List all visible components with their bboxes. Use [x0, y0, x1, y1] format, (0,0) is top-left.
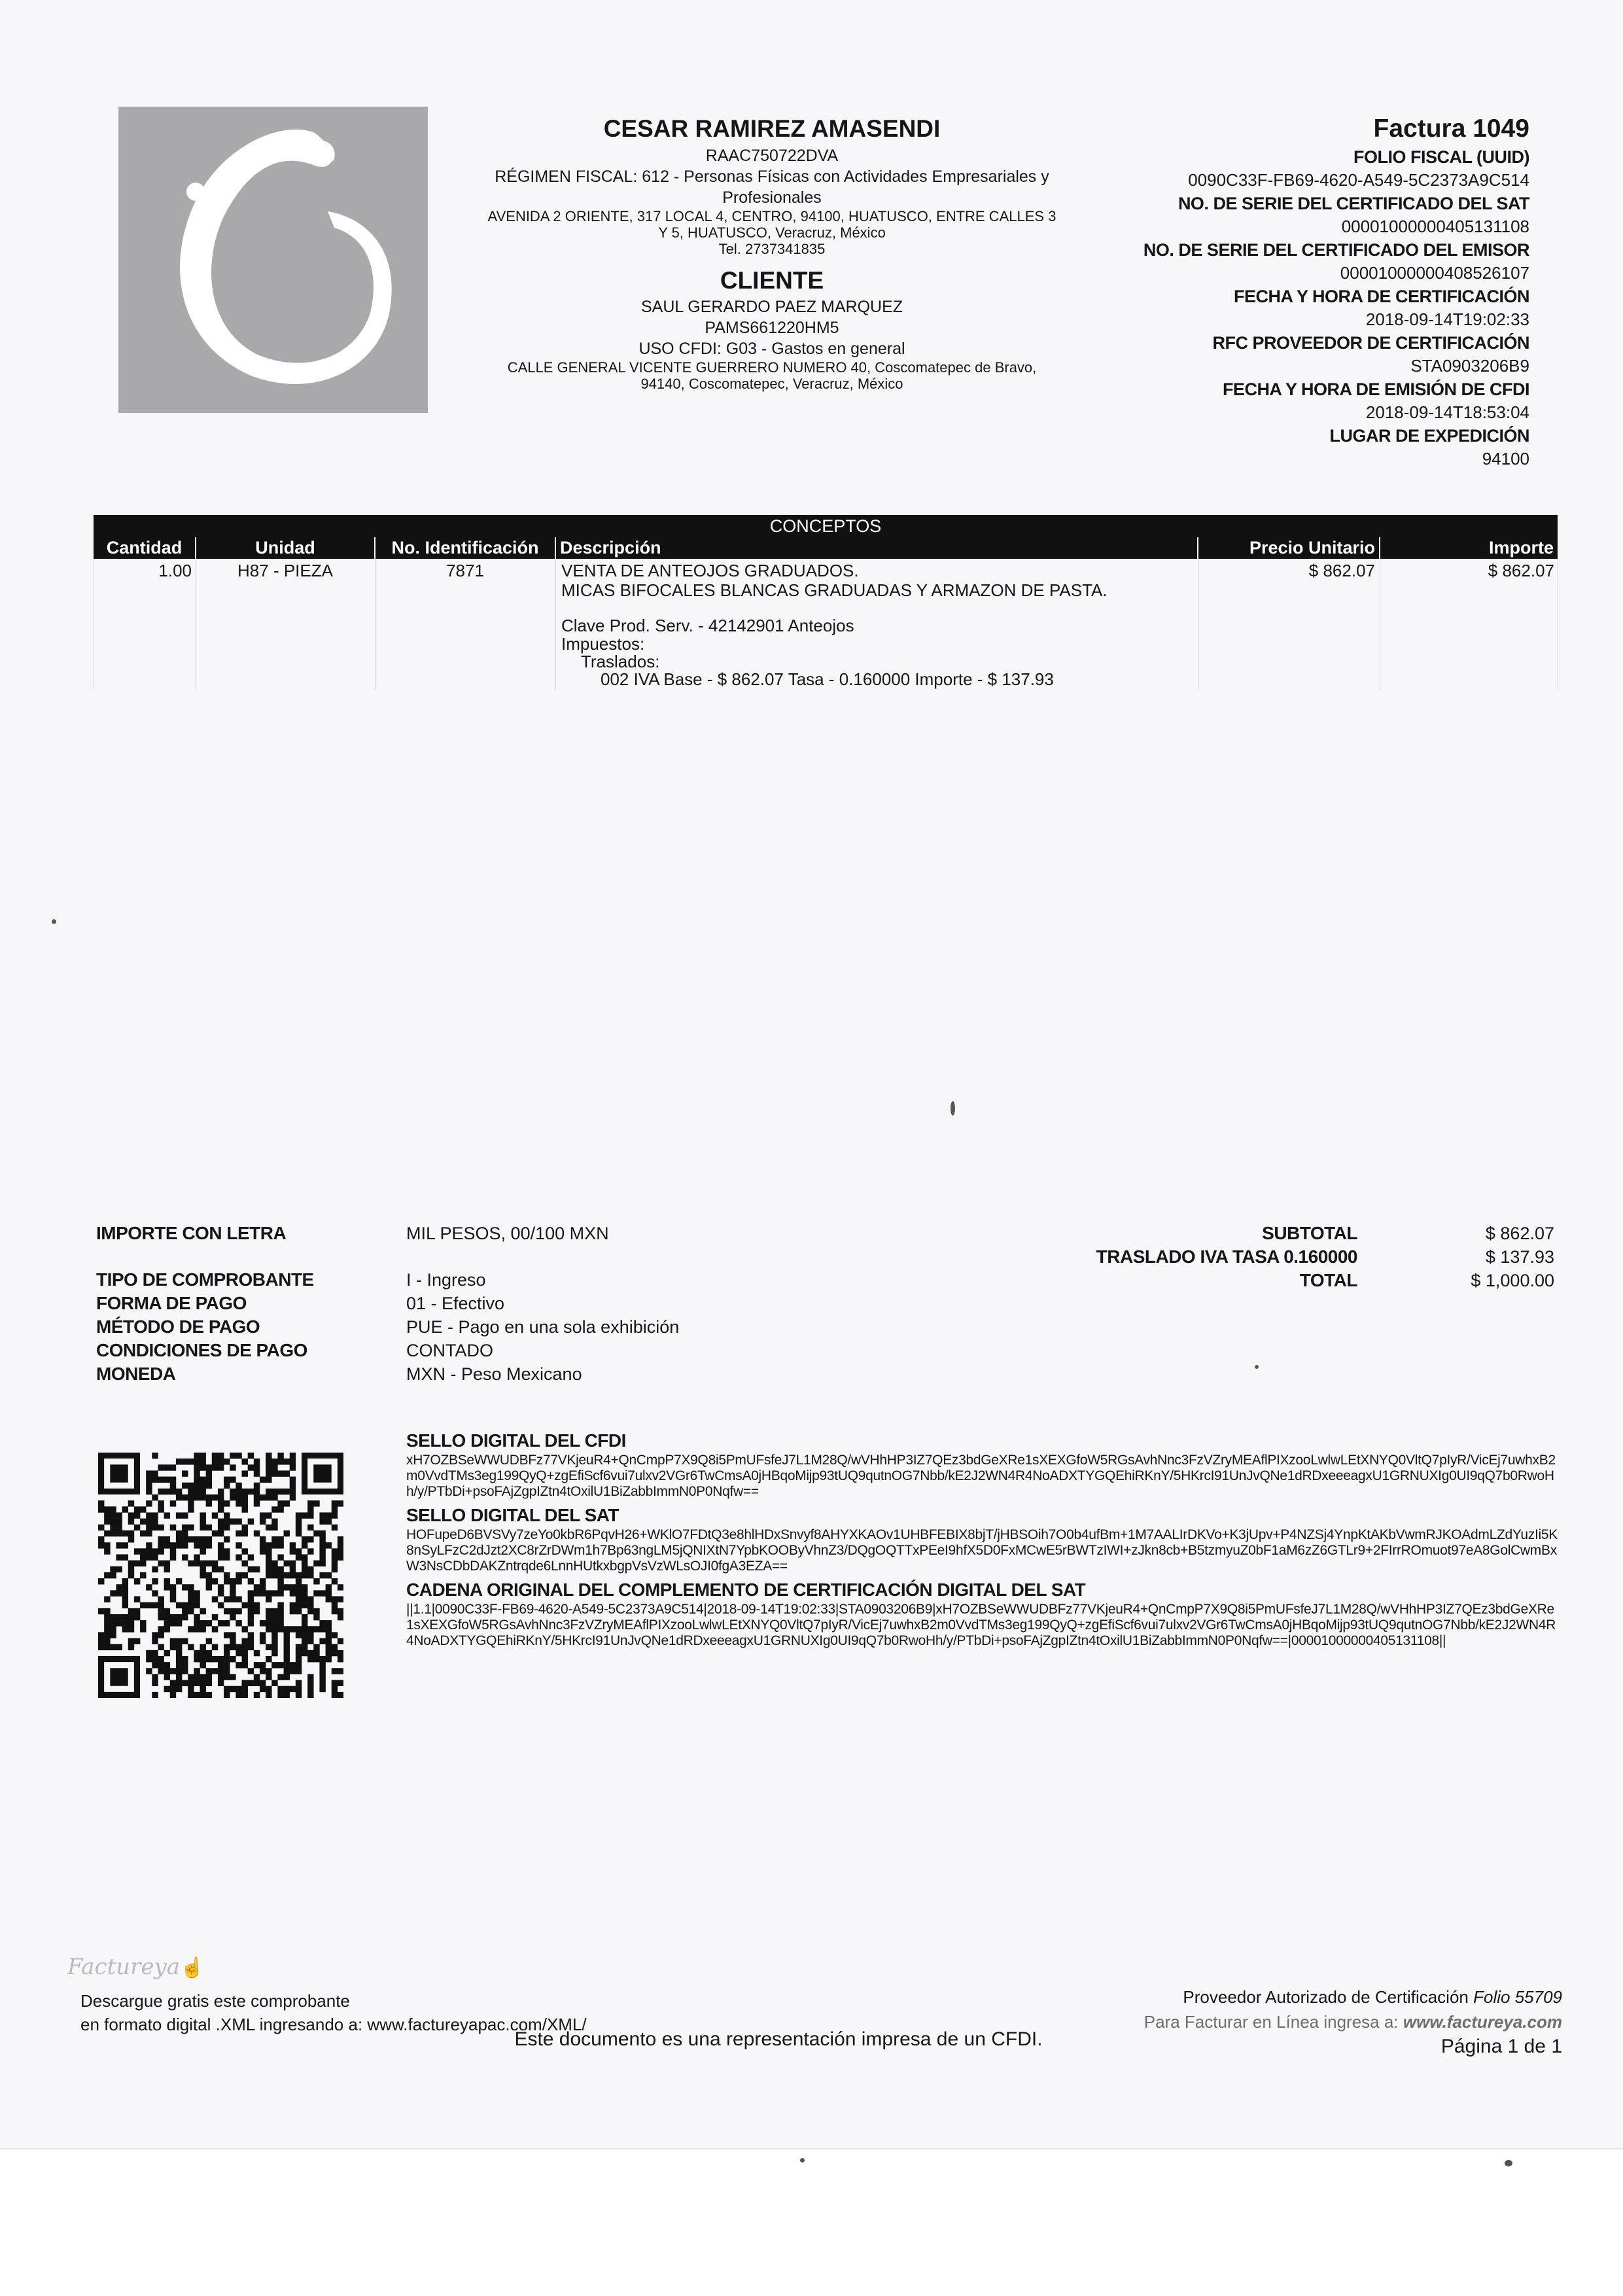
col-unidad: Unidad	[196, 537, 374, 559]
col-identificacion: No. Identificación	[375, 537, 555, 559]
tipo-comprobante-value: I - Ingreso	[406, 1270, 486, 1290]
row-descripcion	[561, 561, 1196, 688]
invoice-title: Factura 1049	[1373, 115, 1529, 143]
invoice-meta	[1032, 113, 1529, 470]
conceptos-header: CONCEPTOS	[94, 515, 1558, 537]
issuer-logo	[118, 107, 428, 413]
meta-label: FECHA Y HORA DE EMISIÓN DE CFDI	[1222, 380, 1529, 399]
forma-pago-value: 01 - Efectivo	[406, 1294, 505, 1313]
clave-prod: Clave Prod. Serv. - 42142901 Anteojos	[561, 616, 854, 635]
tipo-comprobante-label: TIPO DE COMPROBANTE	[96, 1269, 314, 1290]
client-name: SAUL GERARDO PAEZ MARQUEZ	[640, 298, 903, 316]
meta-label: NO. DE SERIE DEL CERTIFICADO DEL SAT	[1178, 194, 1529, 213]
subtotal-label: SUBTOTAL	[1262, 1223, 1357, 1243]
folio: Folio 55709	[1473, 1987, 1562, 2007]
impuestos-label: Impuestos:	[561, 634, 645, 654]
meta-value: 94100	[1482, 449, 1529, 468]
meta-label: NO. DE SERIE DEL CERTIFICADO DEL EMISOR	[1143, 240, 1529, 260]
meta-value: 00001000000408526107	[1340, 263, 1529, 283]
download-line[interactable]: en formato digital .XML ingresando a: www.factureyapac.com/XML/	[80, 2015, 587, 2034]
payment-labels	[96, 1268, 314, 1386]
meta-label: RFC PROVEEDOR DE CERTIFICACIÓN	[1212, 333, 1529, 353]
meta-value: 2018-09-14T19:02:33	[1365, 309, 1529, 329]
pac-info	[1144, 1985, 1562, 2059]
cadena-original-title: CADENA ORIGINAL DEL COMPLEMENTO DE CERTIFICACIÓN DIGITAL DEL SAT	[406, 1580, 1086, 1600]
row-precio: $ 862.07	[1308, 561, 1375, 580]
sello-sat-title: SELLO DIGITAL DEL SAT	[406, 1505, 619, 1525]
issuer-regimen: RÉGIMEN FISCAL: 612 - Personas Físicas con Actividades Empresariales y	[495, 168, 1049, 186]
cfdi-representation-note: Este documento es una representación impresa de un CFDI.	[514, 2028, 1043, 2050]
totals-values	[1471, 1222, 1554, 1292]
hand-icon: ☝	[180, 1956, 205, 1979]
client-address-cont: 94140, Coscomatepec, Veracruz, México	[640, 376, 903, 392]
page-number: Página 1 de 1	[1440, 2036, 1562, 2057]
row-cantidad: 1.00	[158, 561, 192, 580]
factureya-logo-text: Factureya	[67, 1954, 181, 1980]
client-title: CLIENTE	[720, 267, 824, 294]
condiciones-pago-value: CONTADO	[406, 1341, 493, 1360]
issuer-address: AVENIDA 2 ORIENTE, 317 LOCAL 4, CENTRO, 94100, HUATUSCO, ENTRE CALLES 3	[487, 208, 1056, 224]
traslados-label: Traslados:	[581, 652, 660, 671]
col-descripcion: Descripción	[556, 537, 1197, 559]
issuer-rfc: RAAC750722DVA	[705, 147, 839, 165]
sello-sat-text: HOFupeD6BVSVy7zeYo0kbR6PqvH26+WKlO7FDtQ3e8hlHDxSnvyf8AHYXKAOv1UHBFEBIX8bjT/jHBSOih7O0b4ufBm+1M7AALIrDKVo+K3jUpv+P4NZSj4YnpKtAKbVwmRJKOAdmLZdYuzIi5K8nSyLFzC2dJzt2XC8rZrDWm1h7Bp63ngLM5jQNIXtN7YpbKOOByVhnZ3/DQgOQTTxPEeI9hfX5D0FxMCwE5rBWTzIWI+zJkn8cb+B5tzmyuZ0bF1aM6zZ6GTLr9+2FIrrROmuot97eA8GolCwmBxW3NsCDbDAKZntrqde6LnnHUtkxbgpVsVzWLsOJI0fgA3EZA==	[406, 1527, 1558, 1574]
metodo-pago-label: MÉTODO DE PAGO	[96, 1316, 260, 1337]
meta-label: FECHA Y HORA DE CERTIFICACIÓN	[1233, 287, 1529, 306]
meta-label: FOLIO FISCAL (UUID)	[1353, 147, 1529, 167]
meta-value: 2018-09-14T18:53:04	[1365, 402, 1529, 422]
client-rfc: PAMS661220HM5	[705, 319, 839, 337]
iva-value: $ 137.93	[1485, 1247, 1554, 1267]
row-unidad: H87 - PIEZA	[237, 561, 333, 580]
meta-value: STA0903206B9	[1410, 356, 1529, 376]
importe-letra-label: IMPORTE CON LETRA	[96, 1223, 287, 1243]
download-line: Descargue gratis este comprobante	[80, 1991, 350, 2011]
total-label: TOTAL	[1299, 1270, 1357, 1290]
logo-swirl-icon	[118, 107, 428, 413]
scan-speck	[52, 919, 56, 924]
client-uso-cfdi: USO CFDI: G03 - Gastos en general	[638, 340, 905, 358]
col-importe: Importe	[1380, 537, 1558, 559]
qr-code-icon	[98, 1453, 343, 1698]
payment-values	[406, 1268, 679, 1386]
factureya-logo	[67, 1954, 204, 1980]
factura-online-prefix: Para Facturar en Línea ingresa a:	[1143, 2012, 1399, 2032]
sello-cfdi-title: SELLO DIGITAL DEL CFDI	[406, 1430, 626, 1451]
moneda-value: MXN - Peso Mexicano	[406, 1364, 582, 1384]
row-importe: $ 862.07	[1488, 561, 1554, 580]
iva-detail: 002 IVA Base - $ 862.07 Tasa - 0.160000 Importe - $ 137.93	[601, 669, 1054, 689]
factura-online-link[interactable]: www.factureya.com	[1403, 2012, 1562, 2032]
scan-speck	[951, 1101, 955, 1116]
iva-label: TRASLADO IVA TASA 0.160000	[1096, 1246, 1357, 1267]
meta-value: 00001000000405131108	[1341, 217, 1529, 236]
issuer-address-cont: Y 5, HUATUSCO, Veracruz, México	[658, 224, 886, 241]
metodo-pago-value: PUE - Pago en una sola exhibición	[406, 1317, 680, 1337]
scan-bottom-margin	[0, 2148, 1623, 2296]
client-address: CALLE GENERAL VICENTE GUERRERO NUMERO 40, Coscomatepec de Bravo,	[507, 359, 1037, 376]
moneda-label: MONEDA	[96, 1364, 176, 1384]
table-divider	[555, 559, 556, 690]
desc-line: MICAS BIFOCALES BLANCAS GRADUADAS Y ARMAZON DE PASTA.	[561, 580, 1108, 600]
scan-speck	[1505, 2160, 1512, 2166]
col-precio: Precio Unitario	[1198, 537, 1379, 559]
subtotal-value: $ 862.07	[1485, 1224, 1554, 1243]
issuer-phone: Tel. 2737341835	[718, 241, 826, 257]
row-identificacion: 7871	[446, 561, 484, 580]
meta-label: LUGAR DE EXPEDICIÓN	[1329, 426, 1529, 446]
desc-line: VENTA DE ANTEOJOS GRADUADOS.	[561, 561, 859, 580]
importe-letra-value: MIL PESOS, 00/100 MXN	[406, 1224, 609, 1243]
pac-label: Proveedor Autorizado de Certificación	[1183, 1987, 1469, 2007]
qr-code	[98, 1453, 343, 1698]
scan-speck	[800, 2158, 805, 2163]
meta-value: 0090C33F-FB69-4620-A549-5C2373A9C514	[1188, 170, 1529, 190]
issuer-block	[458, 113, 1086, 392]
sello-cfdi-text: xH7OZBSeWWUDBFz77VKjeuR4+QnCmpP7X9Q8i5PmUFsfeJ7L1M28Q/wVHhHP3IZ7QEz3bdGeXRe1sXEXGfoW5RGsAvhNnc3FzVZryMEAflPIXzooLwlwLEtXNYQ0VltQ7pIyR/VicEj7uwhxB2m0VvdTMs3eg199QyQ+zgEfiScf6vui7ulxv2VGr6TwCmsA0jHBqoMijp93tUQ9qutnOG7Nbb/kE2J2WN4R4NoADXTYGQEhiRKnY/5HKrcI91UnJvQNe1dRDxeeeagxU1GRNUXIg0UI9qQ7b0RwoHh/y/PTbDi+psoFAjZgpIZtn4tOxilU1BiZabbImmN0P0Nqfw==	[406, 1453, 1556, 1499]
scan-speck	[1255, 1365, 1259, 1369]
issuer-name: CESAR RAMIREZ AMASENDI	[603, 115, 941, 142]
total-value: $ 1,000.00	[1471, 1271, 1554, 1290]
seals-block	[406, 1429, 1558, 1649]
totals-labels	[1096, 1222, 1357, 1292]
cadena-original-text: ||1.1|0090C33F-FB69-4620-A549-5C2373A9C514|2018-09-14T19:02:33|STA0903206B9|xH7OZBSeWWUDBFz77VKjeuR4+QnCmpP7X9Q8i5PmUFsfeJ7L1M28Q/wVHhHP3IZ7QEz3bdGeXRe1sXEXGfoW5RGsAvhNnc3FzVZryMEAflPIXzooLwlwLEtXNYQ0VltQ7pIyR/VicEj7uwhxB2m0VvdTMs3eg199QyQ+zgEfiScf6vui7ulxv2VGr6TwCmsA0jHBqoMijp93tUQ9qutnOG7Nbb/kE2J2WN4R4NoADXTYGQEhiRKnY/5HKrcI91UnJvQNe1dRDxeeeagxU1GRNUXIg0UI9qQ7b0RwoHh/y/PTbDi+psoFAjZgpIZtn4tOxilU1BiZabbImmN0P0Nqfw==|00001000000405131108||	[406, 1602, 1556, 1648]
forma-pago-label: FORMA DE PAGO	[96, 1293, 247, 1313]
col-cantidad: Cantidad	[94, 537, 195, 559]
issuer-regimen-cont: Profesionales	[722, 188, 822, 207]
condiciones-pago-label: CONDICIONES DE PAGO	[96, 1340, 307, 1360]
